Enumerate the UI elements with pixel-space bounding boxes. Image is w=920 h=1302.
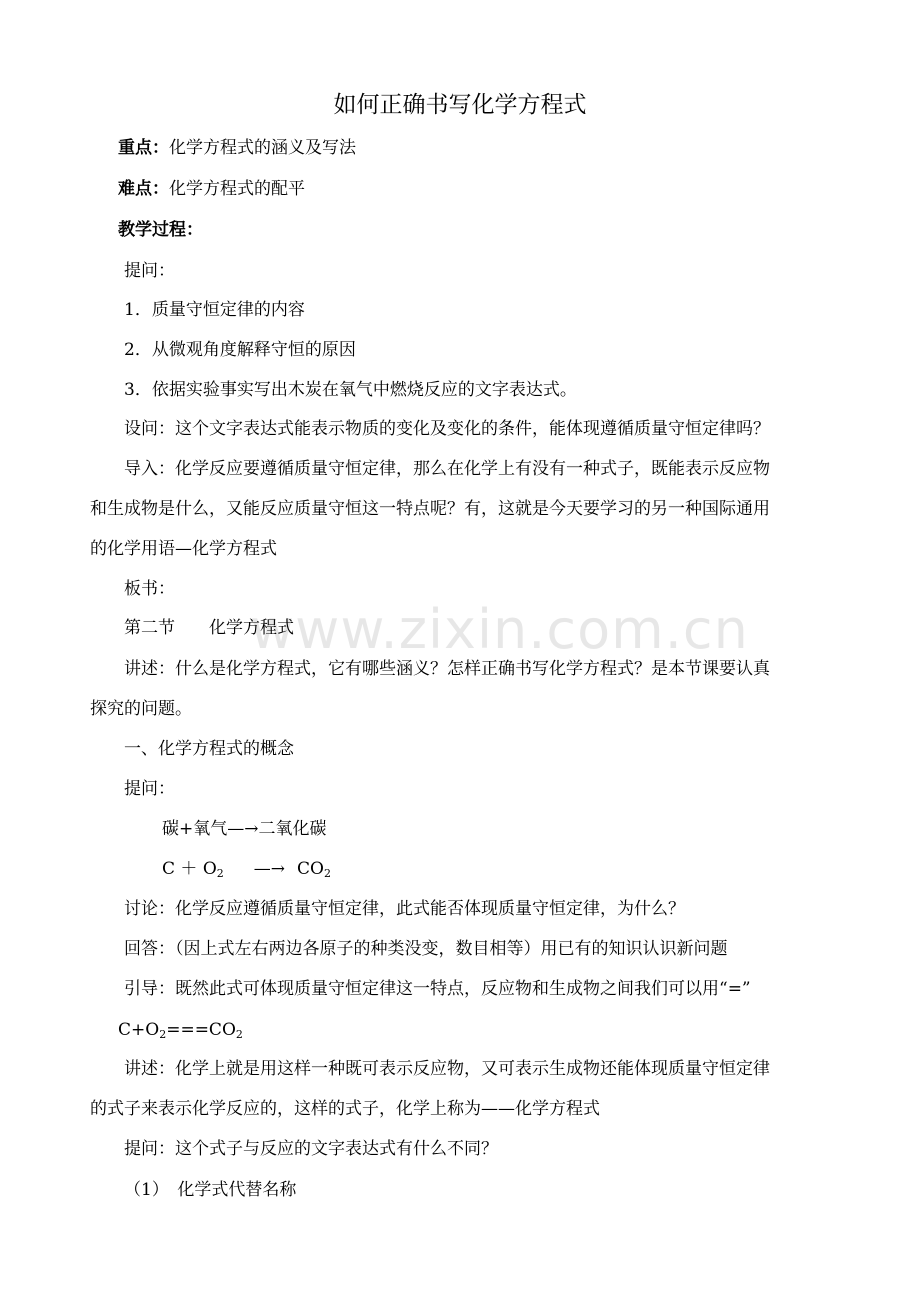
narration-1a: 讲述：什么是化学方程式，它有哪些涵义？怎样正确书写化学方程式？是本节课要认真 [124,659,770,679]
guide-line: 引导：既然此式可体现质量守恒定律这一特点，反应物和生成物之间我们可以用“=” [124,979,751,999]
difficulty-label: 难点： [118,179,169,199]
difficulty-text: 化学方程式的配平 [169,179,305,199]
balanced-equation: $C+O_2===CO_2$ [118,1020,243,1041]
set-question: 设问：这个文字表达式能表示物质的变化及变化的条件，能体现遵循质量守恒定律吗？ [124,419,770,439]
intro-line-1: 导入：化学反应要遵循质量守恒定律，那么在化学上有没有一种式子，既能表示反应物 [124,459,770,479]
board-label: 板书： [124,579,175,599]
intro-line-3: 的化学用语—化学方程式 [90,539,277,559]
narration-1b: 探究的问题。 [90,699,192,719]
section-title: 第二节 化学方程式 [124,618,294,638]
discussion-line: 讨论：化学反应遵循质量守恒定律，此式能否体现质量守恒定律，为什么？ [124,899,685,919]
ask-label-2: 提问： [124,779,175,799]
list-item-1: （1） 化学式代替名称 [124,1180,297,1200]
question-2: 2．从微观角度解释守恒的原因 [124,340,356,360]
narration-2a: 讲述：化学上就是用这样一种既可表示反应物，又可表示生成物还能体现质量守恒定律 [124,1059,770,1079]
key-point-line [118,137,356,159]
symbol-equation: $C + O_2$ —→ $CO_2$ [162,859,331,880]
key-point-text: 化学方程式的涵义及写法 [169,138,356,158]
heading-concept: 一、化学方程式的概念 [124,739,294,759]
question-1: 1．质量守恒定律的内容 [124,300,305,320]
narration-2b: 的式子来表示化学反应的，这样的式子，化学上称为——化学方程式 [90,1099,600,1119]
answer-line: 回答：（因上式左右两边各原子的种类没变，数目相等）用已有的知识认识新问题 [124,939,728,959]
watermark: www.zixin.com.cn [250,598,749,661]
intro-line-2: 和生成物是什么，又能反应质量守恒这一特点呢？有，这就是今天要学习的另一种国际通用 [90,499,770,519]
word-equation: 碳+氧气—→二氧化碳 [162,819,327,839]
question-3: 3．依据实验事实写出木炭在氧气中燃烧反应的文字表达式。 [124,380,577,400]
difficulty-line [118,178,305,200]
document-title: 如何正确书写化学方程式 [333,92,587,118]
ask-label-3: 提问：这个式子与反应的文字表达式有什么不同？ [124,1139,498,1159]
process-heading: 教学过程： [118,220,203,240]
key-point-label: 重点： [118,138,169,158]
ask-label-1: 提问： [124,261,175,281]
